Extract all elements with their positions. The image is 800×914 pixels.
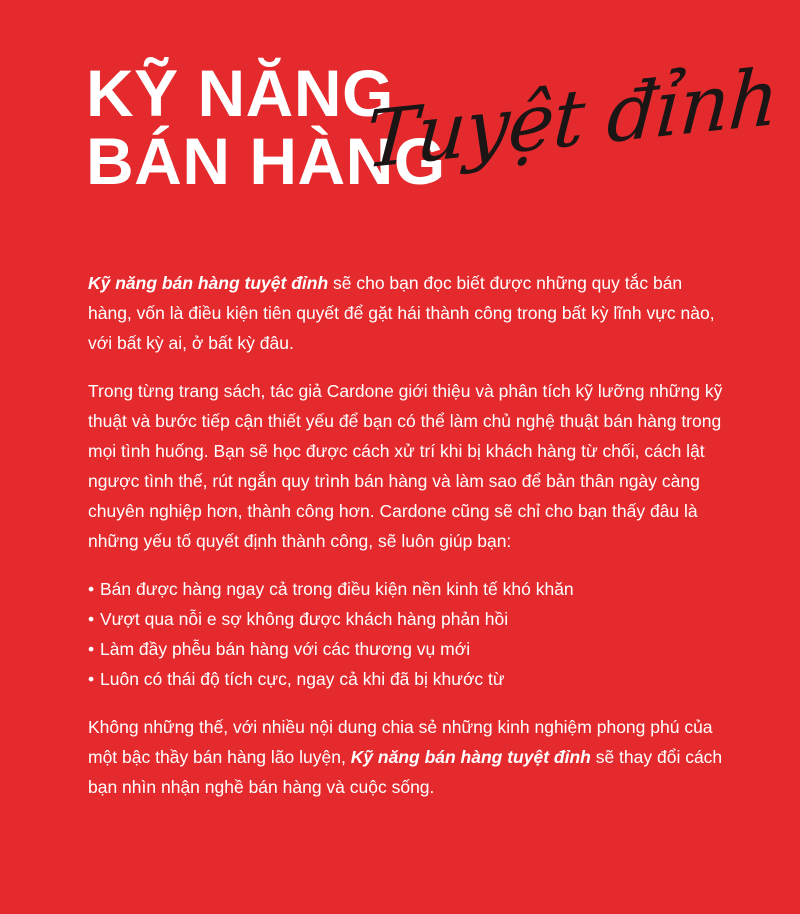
closing-book-title: Kỹ năng bán hàng tuyệt đỉnh [350, 747, 591, 767]
closing-paragraph [88, 712, 728, 802]
list-item-text: Vượt qua nỗi e sợ không được khách hàng phản hồi [100, 609, 509, 629]
closing-text-after: sẽ thay đổi cách bạn nhìn nhận nghề bán hàng và cuộc sống. [88, 747, 723, 797]
list-item [88, 664, 728, 694]
intro-paragraph [88, 268, 728, 358]
list-item-text: Bán được hàng ngay cả trong điều kiện nền kinh tế khó khăn [100, 579, 574, 599]
description-text [88, 268, 728, 820]
body-paragraph: Trong từng trang sách, tác giả Cardone giới thiệu và phân tích kỹ lưỡng những kỹ thuật và bước tiếp cận thiết yếu để bạn có thể làm chủ nghệ thuật bán hàng trong mọi tình huống. Bạn sẽ học được cách xử trí khi bị khách hàng từ chối, cách lật ngược tình thế, rút ngắn quy trình bán hàng và làm sao để bản thân ngày càng chuyên nghiệp hơn, thành công hơn. Cardone cũng sẽ chỉ cho bạn thấy đâu là những yếu tố quyết định thành công, sẽ luôn giúp bạn: [88, 381, 723, 551]
list-item-text: Làm đầy phễu bán hàng với các thương vụ mới [100, 639, 471, 659]
bullet-icon: • [88, 609, 95, 629]
list-item [88, 574, 728, 604]
intro-book-title: Kỹ năng bán hàng tuyệt đỉnh [88, 273, 329, 293]
title-line-1: KỸ NĂNG [86, 56, 394, 130]
bullet-icon: • [88, 639, 95, 659]
benefit-list [88, 574, 728, 694]
bullet-icon: • [88, 579, 95, 599]
list-item [88, 604, 728, 634]
script-title: Tuyệt đỉnh [362, 52, 781, 187]
title-block [86, 52, 781, 250]
list-item-text: Luôn có thái độ tích cực, ngay cả khi đã bị khước từ [100, 669, 505, 689]
list-item [88, 634, 728, 664]
bullet-icon: • [88, 669, 95, 689]
title-line-2: BÁN HÀNG [86, 124, 446, 198]
intro-text: sẽ cho bạn đọc biết được những quy tắc bán hàng, vốn là điều kiện tiên quyết để gặt hái thành công trong bất kỳ lĩnh vực nào, với bất kỳ ai, ở bất kỳ đâu. [88, 273, 715, 353]
closing-text-before: Không những thế, với nhiều nội dung chia sẻ những kinh nghiệm phong phú của một bậc thầy bán hàng lão luyện, [88, 717, 713, 767]
